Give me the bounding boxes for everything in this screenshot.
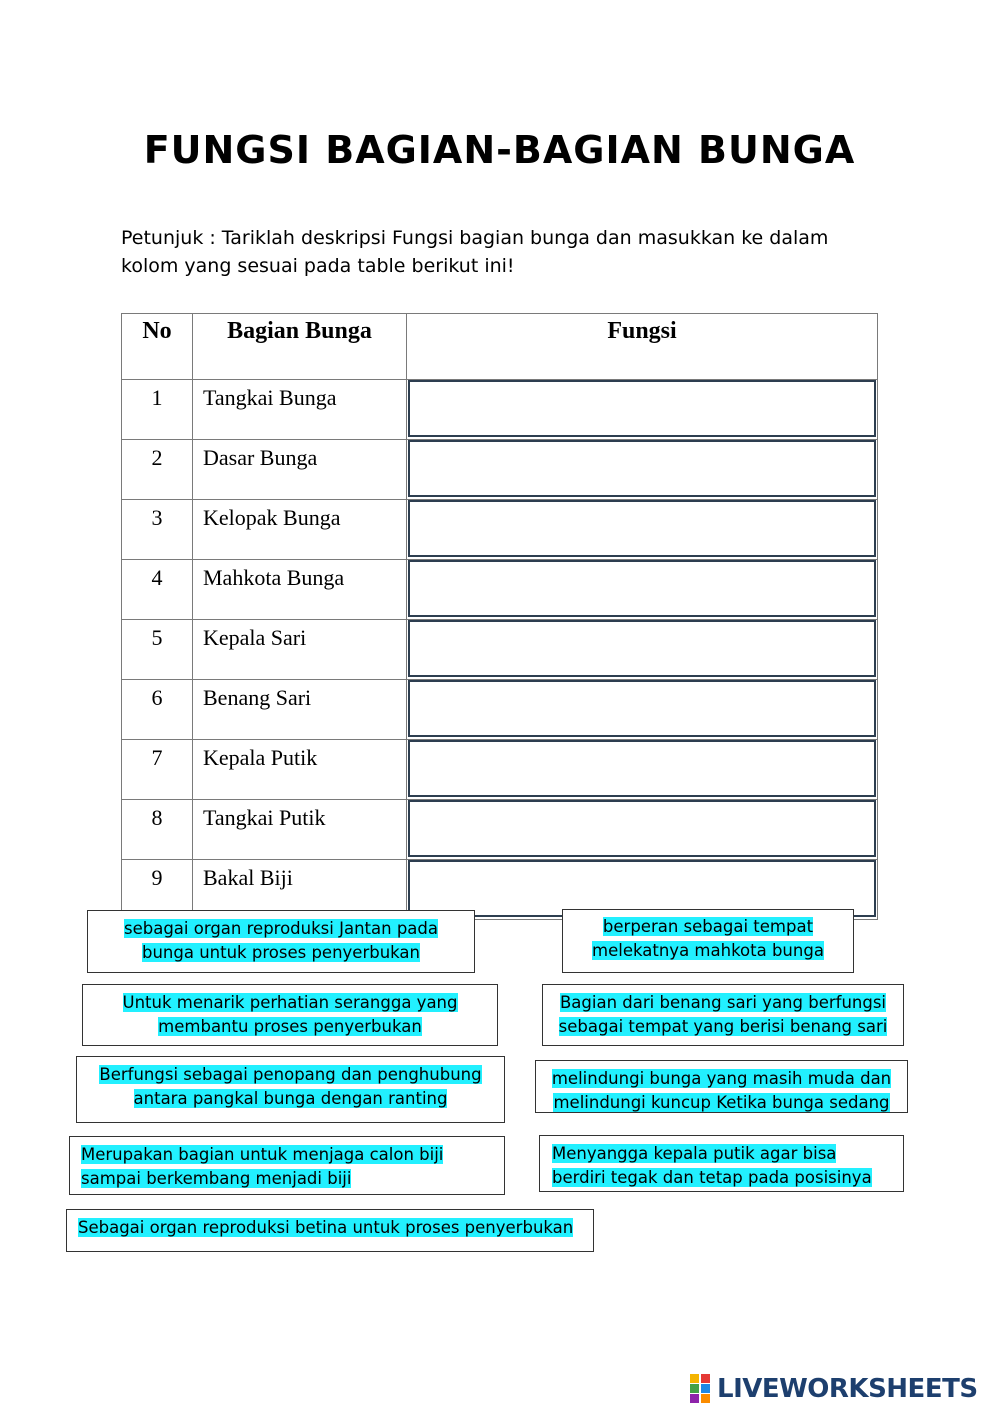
- draggable-answer-card[interactable]: [69, 1136, 505, 1195]
- card-text-line: Merupakan bagian untuk menjaga calon biji: [81, 1145, 444, 1164]
- card-text-line: Berfungsi sebagai penopang dan penghubung: [99, 1065, 482, 1084]
- card-text-line: sebagai tempat yang berisi benang sari: [558, 1017, 888, 1036]
- row-number: 5: [122, 620, 193, 680]
- drop-zone[interactable]: [408, 440, 876, 497]
- drop-zone[interactable]: [408, 740, 876, 797]
- row-number: 6: [122, 680, 193, 740]
- header-part: Bagian Bunga: [193, 314, 407, 380]
- drop-zone[interactable]: [408, 800, 876, 857]
- card-text-line: melindungi kuncup Ketika bunga sedang: [553, 1093, 890, 1112]
- card-text-line: bunga untuk proses penyerbukan: [142, 943, 420, 962]
- drop-zone[interactable]: [408, 380, 876, 437]
- row-part-name: Benang Sari: [193, 680, 407, 740]
- row-part-name: Kelopak Bunga: [193, 500, 407, 560]
- liveworksheets-logo: [690, 1372, 978, 1406]
- function-cell: [407, 500, 878, 560]
- card-text-line: sebagai organ reproduksi Jantan pada: [124, 919, 438, 938]
- draggable-answer-card[interactable]: [562, 909, 854, 973]
- card-text-line: berdiri tegak dan tetap pada posisinya: [552, 1168, 872, 1187]
- function-cell: [407, 800, 878, 860]
- function-cell: [407, 680, 878, 740]
- card-text-line: antara pangkal bunga dengan ranting: [133, 1089, 448, 1108]
- drop-zone[interactable]: [408, 500, 876, 557]
- table-row: [122, 440, 878, 500]
- card-text-line: sampai berkembang menjadi biji: [81, 1169, 352, 1188]
- row-part-name: Mahkota Bunga: [193, 560, 407, 620]
- row-number: 1: [122, 380, 193, 440]
- card-text-line: Bagian dari benang sari yang berfungsi: [559, 993, 887, 1012]
- row-number: 7: [122, 740, 193, 800]
- card-text-line: membantu proses penyerbukan: [158, 1017, 422, 1036]
- row-number: 2: [122, 440, 193, 500]
- card-text-line: melekatnya mahkota bunga: [592, 941, 824, 960]
- function-cell: [407, 380, 878, 440]
- drop-zone[interactable]: [408, 620, 876, 677]
- draggable-answer-card[interactable]: [82, 984, 498, 1046]
- draggable-answer-card[interactable]: [87, 910, 475, 973]
- draggable-answer-card[interactable]: [539, 1135, 904, 1192]
- header-no: No: [122, 314, 193, 380]
- page-title: FUNGSI BAGIAN-BAGIAN BUNGA: [143, 128, 856, 172]
- function-cell: [407, 560, 878, 620]
- table-row: [122, 620, 878, 680]
- card-text-line: Menyangga kepala putik agar bisa: [552, 1144, 837, 1163]
- drop-zone[interactable]: [408, 560, 876, 617]
- draggable-answer-card[interactable]: [66, 1209, 594, 1252]
- draggable-answer-card[interactable]: [542, 984, 904, 1046]
- row-number: 3: [122, 500, 193, 560]
- table-header-row: [122, 314, 878, 380]
- liveworksheets-logo-icon: [690, 1374, 712, 1404]
- table-row: [122, 800, 878, 860]
- draggable-answer-card[interactable]: [76, 1056, 505, 1123]
- card-text-line: Sebagai organ reproduksi betina untuk proses penyerbukan: [78, 1218, 574, 1237]
- card-text-line: Untuk menarik perhatian serangga yang: [122, 993, 458, 1012]
- row-part-name: Tangkai Bunga: [193, 380, 407, 440]
- card-text-line: melindungi bunga yang masih muda dan: [551, 1069, 892, 1088]
- row-part-name: Tangkai Putik: [193, 800, 407, 860]
- function-cell: [407, 740, 878, 800]
- logo-text: LIVEWORKSHEETS: [717, 1374, 978, 1404]
- table-row: [122, 560, 878, 620]
- function-cell: [407, 440, 878, 500]
- drop-zone[interactable]: [408, 680, 876, 737]
- card-text-line: berperan sebagai tempat: [602, 917, 814, 936]
- row-number: 9: [122, 860, 193, 920]
- row-part-name: Kepala Putik: [193, 740, 407, 800]
- table-row: [122, 500, 878, 560]
- draggable-answer-card[interactable]: [535, 1060, 908, 1113]
- table-row: [122, 740, 878, 800]
- row-number: 4: [122, 560, 193, 620]
- flower-parts-table: [121, 313, 878, 920]
- table-row: [122, 680, 878, 740]
- row-part-name: Bakal Biji: [193, 860, 407, 920]
- row-number: 8: [122, 800, 193, 860]
- function-cell: [407, 620, 878, 680]
- row-part-name: Dasar Bunga: [193, 440, 407, 500]
- table-row: [122, 380, 878, 440]
- row-part-name: Kepala Sari: [193, 620, 407, 680]
- instructions: Petunjuk : Tariklah deskripsi Fungsi bagian bunga dan masukkan ke dalam kolom yang sesuai pada table berikut ini!: [121, 227, 829, 277]
- header-function: Fungsi: [407, 314, 878, 380]
